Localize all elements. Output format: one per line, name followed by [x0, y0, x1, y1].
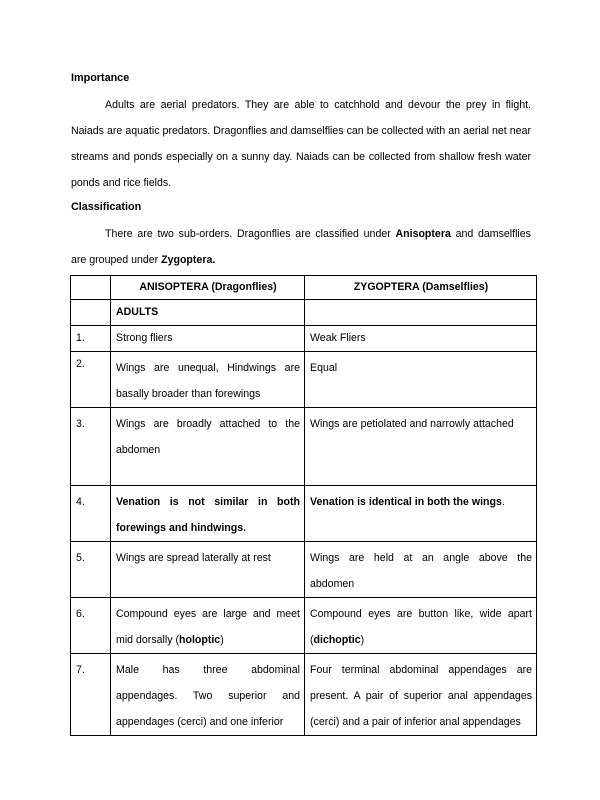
- anisoptera-header: ANISOPTERA (Dragonflies): [111, 276, 305, 300]
- classification-paragraph: [71, 221, 531, 273]
- zygoptera-term: Zygoptera.: [161, 254, 216, 266]
- importance-heading: Importance: [71, 72, 130, 84]
- zygoptera-cell-post: ): [360, 634, 365, 646]
- row-number: 5.: [71, 542, 111, 598]
- zygoptera-cell: [305, 598, 537, 654]
- table-cell-empty: [305, 300, 537, 326]
- anisoptera-cell: Venation is not similar in both forewings and hindwings.: [111, 486, 305, 542]
- table-header-row: [71, 276, 537, 300]
- table-row: [71, 654, 537, 736]
- table-subheader-row: [71, 300, 537, 326]
- row-number: 2.: [71, 352, 111, 408]
- classification-intro-2: and damselflies are grouped under: [71, 228, 531, 266]
- row-number: 7.: [71, 654, 111, 736]
- table-row: [71, 486, 537, 542]
- anisoptera-cell: Wings are spread laterally at rest: [111, 542, 305, 598]
- zygoptera-cell: Wings are held at an angle above the abdomen: [305, 542, 537, 598]
- anisoptera-cell-post: ): [220, 634, 224, 646]
- zygoptera-cell-tail: .: [501, 496, 505, 508]
- zygoptera-header: ZYGOPTERA (Damselflies): [305, 276, 537, 300]
- table-row: [71, 408, 537, 486]
- table-row: [71, 598, 537, 654]
- importance-paragraph: Adults are aerial predators. They are able to catchhold and devour the prey in flight. Naiads are aquatic predators. Dragonflies and damselflies can be collected with an aerial net near streams and ponds especially on a sunny day. Naiads can be collected from shallow fresh water ponds and rice fields.: [71, 99, 531, 189]
- row-number: 6.: [71, 598, 111, 654]
- holoptic-term: holoptic: [179, 634, 221, 646]
- row-number: 3.: [71, 408, 111, 486]
- anisoptera-term: Anisoptera: [395, 228, 451, 240]
- anisoptera-cell: Strong fliers: [111, 326, 305, 352]
- zygoptera-cell-pre: Compound eyes are button like, wide apart (: [310, 608, 532, 646]
- zygoptera-cell: Wings are petiolated and narrowly attached: [305, 408, 537, 486]
- anisoptera-cell: Wings are unequal, Hindwings are basally broader than forewings: [111, 352, 305, 408]
- zygoptera-cell: Four terminal abdominal appendages are present. A pair of superior anal appendages (cerci) and a pair of inferior anal appendages: [305, 654, 537, 736]
- table-row: [71, 542, 537, 598]
- table-row: [71, 352, 537, 408]
- anisoptera-cell: [111, 598, 305, 654]
- comparison-table: [70, 275, 537, 736]
- zygoptera-cell: [305, 486, 537, 542]
- zygoptera-cell: Weak Fliers: [305, 326, 537, 352]
- row-number: 1.: [71, 326, 111, 352]
- table-cell-empty: [71, 300, 111, 326]
- anisoptera-cell: Male has three abdominal appendages. Two superior and appendages (cerci) and one inferior: [111, 654, 305, 736]
- table-row: [71, 326, 537, 352]
- zygoptera-cell: Equal: [305, 352, 537, 408]
- table-cell-empty: [71, 276, 111, 300]
- classification-intro-1: There are two sub-orders. Dragonflies are classified under: [105, 228, 396, 240]
- adults-subheader: ADULTS: [111, 300, 305, 326]
- anisoptera-cell-pre: Compound eyes are large and meet mid dorsally (: [116, 608, 300, 646]
- dichoptic-term: dichoptic: [313, 634, 361, 646]
- anisoptera-cell: Wings are broadly attached to the abdomen: [111, 408, 305, 486]
- row-number: 4.: [71, 486, 111, 542]
- zygoptera-cell-bold: Venation is identical in both the wings: [310, 496, 502, 508]
- classification-heading: Classification: [71, 201, 142, 213]
